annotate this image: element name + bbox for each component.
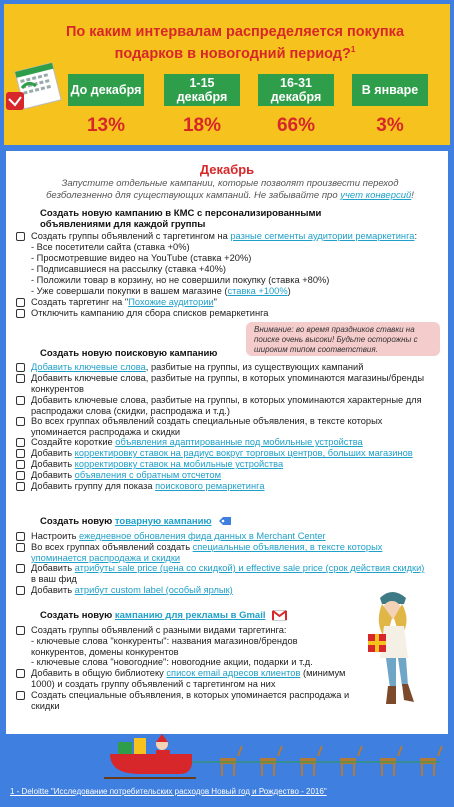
special-ads-link[interactable]: специальные объявления, в тексте которых упоминается распродажа и скидки xyxy=(31,542,383,563)
list-item[interactable]: Отключить кампанию для сбора списков ремаркетинга xyxy=(16,308,431,319)
warning-note: Внимание: во время праздников ставки на поиске очень высоки! Будьте осторожны с широким типом соответствия. xyxy=(246,322,440,356)
list-item[interactable]: Добавить корректировку ставок на мобильные устройства xyxy=(16,459,431,470)
page-question: По каким интервалам распределяется покупка подарков в новогодний период?$^1$ xyxy=(65,24,405,62)
list-item[interactable]: Добавить ключевые слова, разбитые на группы, из существующих кампаний xyxy=(16,362,431,373)
list-item[interactable]: Создать группы объявлений с таргетингом на разные сегменты аудитории ремаркетинга: xyxy=(16,231,431,242)
section-heading-display: Создать новую кампанию в КМС с персонализированными объявлениями для каждой группы xyxy=(40,208,322,230)
section-heading-gmail: Создать новую кампанию для рекламы в Gmail xyxy=(40,610,287,621)
card-intro: Запустите отдельные кампании, которые позволят произвести переход безболезненно для существующих кампаний. Не забывайте про учет конверсий! xyxy=(46,178,414,201)
footnote-source[interactable]: 1 - Deloitte "Исследование потребительских расходов Новый год и Рождество - 2016" xyxy=(10,787,327,796)
add-keywords-link[interactable]: Добавить ключевые слова xyxy=(31,362,146,372)
mobile-bid-link[interactable]: корректировку ставок на мобильные устройства xyxy=(74,459,284,469)
list-item[interactable]: Добавить атрибуты sale price (цена со скидкой) и effective sale price (срок действия скидки) в ваш фид xyxy=(16,563,431,585)
checkbox[interactable] xyxy=(16,374,25,383)
list-item: - Просмотревшие видео на YouTube (ставка +20%) xyxy=(31,253,252,263)
section-heading-shopping: Создать новую товарную кампанию xyxy=(40,516,232,527)
checkbox[interactable] xyxy=(16,543,25,552)
checkbox[interactable] xyxy=(16,298,25,307)
list-item[interactable]: Настроить ежедневное обновления фида данных в Merchant Center xyxy=(16,531,431,542)
mobile-ads-link[interactable]: объявления адаптированные под мобильные устройства xyxy=(115,437,363,447)
list-item[interactable]: Создать группы объявлений с разными видами таргетинга: xyxy=(16,625,371,636)
list-item: - Все посетители сайта (ставка +0%) xyxy=(31,242,190,252)
list-item[interactable]: Добавить ключевые слова, разбитые на группы, в которых упоминаются характерные для распродажи слова (скидки, распродажа и т.д.) xyxy=(16,395,431,417)
checkbox[interactable] xyxy=(16,691,25,700)
list-item[interactable]: Во всех группах объявлений создать специальные объявления, в тексте которых упоминается распродажа и скидки xyxy=(16,416,431,438)
list-item[interactable]: Добавить корректировку ставок на радиус вокруг торговых центров, больших магазинов xyxy=(16,448,431,459)
santa-sleigh-illustration xyxy=(100,734,450,784)
remarketing-segments-link[interactable]: разные сегменты аудитории ремаркетинга xyxy=(230,231,415,241)
checkbox[interactable] xyxy=(16,564,25,573)
list-item[interactable]: Добавить объявления с обратным отсчетом xyxy=(16,470,431,481)
shopping-campaign-link[interactable]: товарную кампанию xyxy=(114,516,212,527)
checkbox[interactable] xyxy=(16,532,25,541)
stat-label-before-december: До декабря xyxy=(68,74,144,106)
list-item[interactable]: Добавить группу для показа поискового ремаркетинга xyxy=(16,481,431,492)
radius-bid-link[interactable]: корректировку ставок на радиус вокруг торговых центров, больших магазинов xyxy=(74,448,413,458)
list-item[interactable]: Во всех группах объявлений создать специальные объявления, в тексте которых упоминается распродажа и скидки xyxy=(16,542,431,564)
list-item[interactable]: Добавить ключевые слова, разбитые на группы, в которых упоминаются магазины/бренды конкурентов xyxy=(16,373,431,395)
stat-value-dec-16-31: 66% xyxy=(276,115,316,136)
checkbox[interactable] xyxy=(16,438,25,447)
list-item[interactable]: Добавить в общую библиотеку список email адресов клиентов (минимум 1000) и создать группу объявлений с таргетингом на них xyxy=(16,668,371,690)
stat-value-january: 3% xyxy=(376,115,404,136)
checkbox[interactable] xyxy=(16,396,25,405)
custom-label-link[interactable]: атрибут custom label (особый ярлык) xyxy=(74,585,233,595)
sale-price-link[interactable]: атрибуты sale price (цена со скидкой) и effective sale price (срок действия скидки) xyxy=(74,563,425,573)
list-item[interactable]: Добавить атрибут custom label (особый ярлык) xyxy=(16,585,431,596)
girl-with-gift-illustration xyxy=(362,588,432,713)
list-item: - ключевые слова "новогодние": новогодние акции, подарки и т.д. xyxy=(31,657,313,667)
checkbox[interactable] xyxy=(16,460,25,469)
list-item[interactable]: Создать таргетинг на "Похожие аудитории" xyxy=(16,297,431,308)
stat-label-dec-16-31: 16-31 декабря xyxy=(258,74,334,106)
list-item[interactable]: Создать специальные объявления, в которых упоминается распродажа и скидки xyxy=(16,690,351,712)
checkbox[interactable] xyxy=(16,449,25,458)
similar-audiences-link[interactable]: Похожие аудитории xyxy=(128,297,214,307)
gmail-icon xyxy=(272,610,287,621)
stat-value-before-december: 13% xyxy=(86,115,126,136)
checkbox[interactable] xyxy=(16,363,25,372)
list-item: - Уже совершали покупки в вашем магазине (ставка +100%) xyxy=(31,286,291,296)
checkbox[interactable] xyxy=(16,626,25,635)
list-item: - Положили товар в корзину, но не совершили покупку (ставка +80%) xyxy=(31,275,330,285)
countdown-ads-link[interactable]: объявления с обратным отсчетом xyxy=(74,470,221,480)
price-tag-icon xyxy=(218,516,232,526)
checkbox[interactable] xyxy=(16,482,25,491)
merchant-feed-link[interactable]: ежедневное обновления фида данных в Merchant Center xyxy=(79,531,326,541)
stat-label-dec-1-15: 1-15 декабря xyxy=(164,74,240,106)
calendar-decoration-icon xyxy=(4,62,64,117)
conversion-tracking-link[interactable]: учет конверсий xyxy=(340,190,412,201)
card-title: Декабрь xyxy=(199,162,255,177)
stat-label-january: В январе xyxy=(352,74,428,106)
gmail-campaign-link[interactable]: кампанию для рекламы в Gmail xyxy=(114,610,266,622)
stat-value-dec-1-15: 18% xyxy=(182,115,222,136)
checkbox[interactable] xyxy=(16,471,25,480)
search-remarketing-link[interactable]: поискового ремаркетинга xyxy=(155,481,265,491)
checkbox[interactable] xyxy=(16,586,25,595)
email-list-link[interactable]: список email адресов клиентов xyxy=(166,668,301,678)
checkbox[interactable] xyxy=(16,232,25,241)
list-item[interactable]: Создайте короткие объявления адаптированные под мобильные устройства xyxy=(16,437,431,448)
section-heading-search: Создать новую поисковую кампанию xyxy=(40,348,218,359)
checkbox[interactable] xyxy=(16,669,25,678)
checkbox[interactable] xyxy=(16,417,25,426)
list-item: - Подписавшиеся на рассылку (ставка +40%) xyxy=(31,264,227,274)
checkbox[interactable] xyxy=(16,309,25,318)
list-item: - ключевые слова "конкуренты": названия магазинов/брендов конкурентов, домены конкурентов xyxy=(31,636,298,657)
bid-100-link[interactable]: ставка +100% xyxy=(227,286,288,296)
